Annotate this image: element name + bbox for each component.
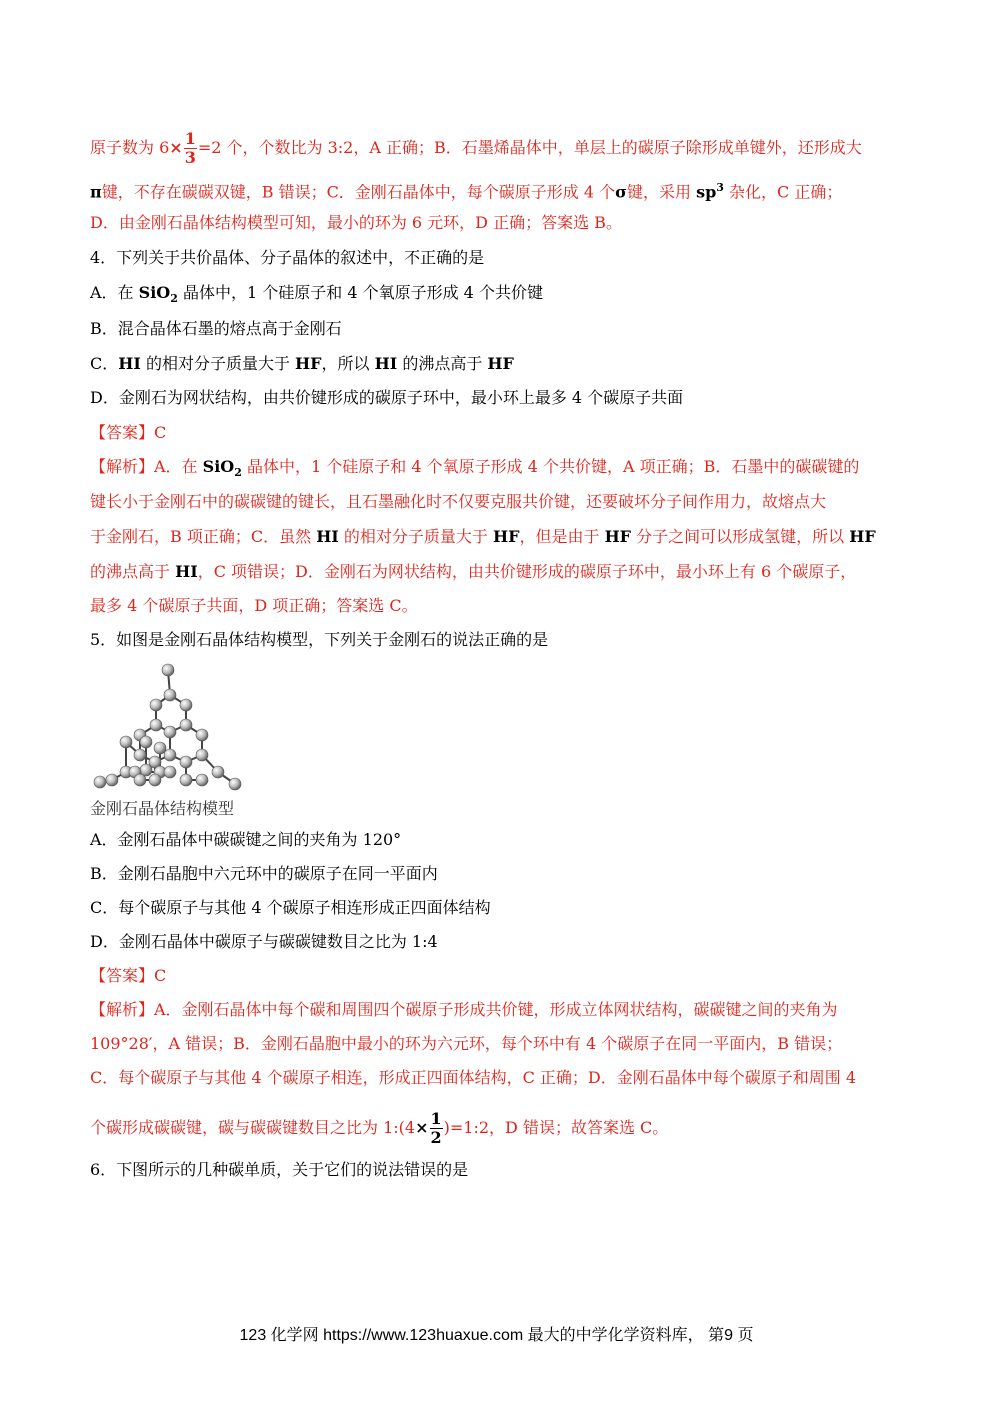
sigma-symbol: σ [615, 182, 627, 202]
question-5-explanation-3: C．每个碳原子与其他 4 个碳原子相连，形成正四面体结构，C 正确；D．金刚石晶体中每个碳原子和周围 4 [90, 1068, 857, 1087]
question-4-explanation-1: 【解析】A．在 SiO$_2$ 晶体中，1 个硅原子和 4 个氧原子形成 4 个共价键，A 项正确；B．石墨中的碳碳键的 [90, 457, 860, 480]
explanation-line-2: π键，不存在碳碳双键，B 错误；C．金刚石晶体中，每个碳原子形成 4 个σ键，采用 $sp^3$ 杂化，C 正确； [90, 181, 843, 202]
question-4-stem: 4．下列关于共价晶体、分子晶体的叙述中，不正确的是 [90, 248, 485, 267]
question-5-option-d: D．金刚石晶体中碳原子与碳碳键数目之比为 1:4 [90, 932, 438, 951]
question-4-answer: 【答案】C [90, 423, 167, 442]
question-5-explanation-4: 个碳形成碳碳键，碳与碳碳键数目之比为 1:(4× $\frac{1}{2}$ )=1:2，D 错误；故答案选 C。 [90, 1109, 669, 1147]
fraction-one-third: $\frac{1}{3}$ [184, 129, 196, 167]
multiply-sign: × [415, 1118, 429, 1137]
question-4-explanation-2: 键长小于金刚石中的碳碳键的键长，且石墨融化时不仅要克服共价键，还要破坏分子间作用力，故熔点大 [90, 492, 827, 511]
question-4-option-b: B．混合晶体石墨的熔点高于金刚石 [90, 319, 342, 338]
question-4-explanation-5: 最多 4 个碳原子共面，D 项正确；答案选 C。 [90, 596, 418, 615]
question-4-explanation-3: 于金刚石，B 项正确；C．虽然 HI 的相对分子质量大于 HF，但是由于 HF 分子之间可以形成氢键，所以 HF [90, 527, 876, 546]
diamond-structure-model-image [90, 660, 255, 795]
question-6-stem: 6．下图所示的几种碳单质，关于它们的说法错误的是 [90, 1160, 469, 1179]
page-footer: 123 化学网 https://www.123huaxue.com 最大的中学化学资料库， 第9 页 [239, 1327, 754, 1344]
question-5-option-a: A．金刚石晶体中碳碳键之间的夹角为 120° [90, 830, 402, 849]
question-4-option-c: C．HI 的相对分子质量大于 HF，所以 HI 的沸点高于 HF [90, 354, 514, 373]
question-4-option-d: D．金刚石为网状结构，由共价键形成的碳原子环中，最小环上最多 4 个碳原子共面 [90, 388, 684, 407]
fraction-one-half: $\frac{1}{2}$ [430, 1109, 442, 1147]
question-4-option-a: A．在 SiO$_2$ 晶体中，1 个硅原子和 4 个氧原子形成 4 个共价键 [90, 283, 543, 306]
pi-symbol: π [90, 182, 102, 202]
question-5-option-c: C．每个碳原子与其他 4 个碳原子相连形成正四面体结构 [90, 898, 491, 917]
question-5-explanation-1: 【解析】A．金刚石晶体中每个碳和周围四个碳原子形成共价键，形成立体网状结构，碳碳键之间的夹角为 [90, 1000, 838, 1019]
question-5-stem: 5．如图是金刚石晶体结构模型，下列关于金刚石的说法正确的是 [90, 630, 549, 649]
multiply-sign: × [169, 138, 183, 157]
question-5-option-b: B．金刚石晶胞中六元环中的碳原子在同一平面内 [90, 864, 438, 883]
explanation-line-1: 原子数为 6× $\frac{1}{3}$ =2 个，个数比为 3:2，A 正确；B．石墨烯晶体中，单层上的碳原子除形成单键外，还形成大 [90, 129, 862, 167]
question-5-answer: 【答案】C [90, 966, 167, 985]
question-4-explanation-4: 的沸点高于 HI，C 项错误；D．金刚石为网状结构，由共价键形成的碳原子环中，最小环上有 6 个碳原子， [90, 562, 857, 581]
question-5-explanation-2: 109°28′，A 错误；B．金刚石晶胞中最小的环为六元环，每个环中有 4 个碳原子在同一平面内，B 错误； [90, 1034, 843, 1053]
figure-caption: 金刚石晶体结构模型 [90, 799, 235, 818]
explanation-line-3: D．由金刚石晶体结构模型可知，最小的环为 6 元环，D 正确；答案选 B。 [90, 213, 622, 232]
